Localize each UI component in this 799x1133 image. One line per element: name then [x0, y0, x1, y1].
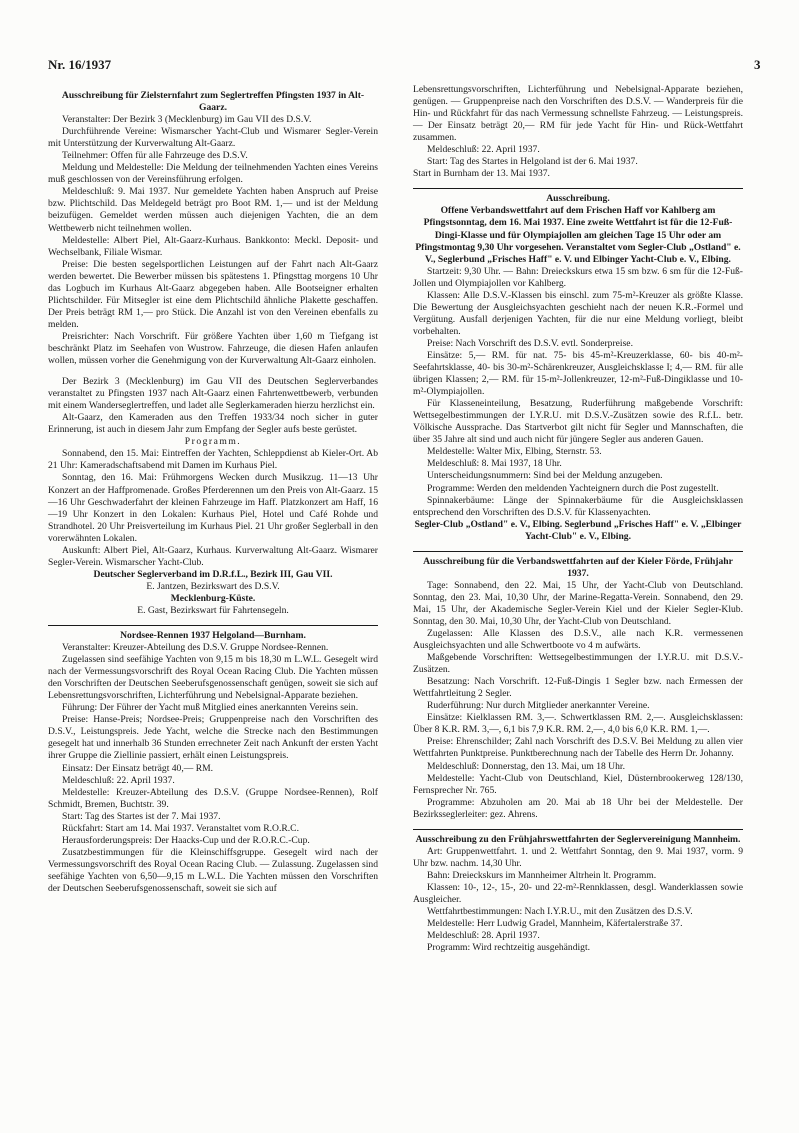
left-column: [48, 90, 378, 895]
section-divider: [413, 551, 743, 552]
paragraph: Einsatz: Der Einsatz beträgt 40,— RM.: [62, 762, 214, 774]
paragraph: Meldeschluß: 9. Mai 1937. Nur gemeldete Yachten haben Anspruch auf Preise bzw. Plichtschild. Das Meldegeld beträgt pro Boot RM. 1,— und ist der Meldung beizufügen. Gemeldet werden müssen auch diejenigen Yachten, die an dem Wettbewerb nicht teilnehmen wollen.: [48, 186, 378, 234]
paragraph: Ruderführung: Nur durch Mitglieder anerkannter Vereine.: [427, 700, 650, 712]
section-divider: [413, 829, 743, 830]
paragraph: Start in Burnham der 13. Mai 1937.: [413, 168, 550, 180]
paragraph: Start: Tag des Startes ist der 7. Mai 1937.: [62, 810, 221, 822]
paragraph: Veranstalter: Kreuzer-Abteilung des D.S.V. Gruppe Nordsee-Rennen.: [62, 642, 329, 654]
section-divider: [48, 625, 378, 626]
paragraph: Meldeschluß: 28. April 1937.: [427, 930, 540, 942]
issue-number: Nr. 16/1937: [48, 57, 112, 72]
paragraph: Klassen: 10-, 12-, 15-, 20- und 22-m²-Rennklassen, desgl. Wanderklassen sowie Ausgleicher.: [413, 881, 743, 905]
paragraph: Meldestelle: Herr Ludwig Gradel, Mannheim, Käfertalerstraße 37.: [427, 918, 683, 930]
paragraph: Bahn: Dreieckskurs im Mannheimer Altrhein lt. Programm.: [427, 869, 657, 881]
paragraph: Zugelassen sind seefähige Yachten von 9,15 m bis 18,30 m L.W.L. Gesegelt wird nach der Vermessungsvorschrift des Royal Ocean Racing Club. Die Yachten müssen den Vorschriften der Deutschen Seeberufsgenossenschaft genügen, soweit sie sich auf Lebensrettungsvorschriften, Lichterführung und Nebelsignal-Apparate beziehen.: [48, 654, 378, 702]
section-title: Ausschreibung für die Verbandswettfahrten auf der Kieler Förde, Frühjahr 1937.: [423, 555, 733, 579]
section-title: Ausschreibung zu den Frühjahrswettfahrten der Seglervereinigung Mannheim.: [415, 833, 741, 845]
paragraph-continued: Lebensrettungsvorschriften, Lichterführung und Nebelsignal-Apparate beziehen, genügen. — Gruppenpreise nach den Vorschriften des D.S.V. — Wanderpreis für die Hin- und Rückfahrt für das nach Vermessung schnellste Fahrzeug. — Leistungspreis. — Der Einsatz beträgt 20,— RM für jede Yacht für Hin- und Rück-Wettfahrt zusammen.: [413, 84, 743, 144]
paragraph: Durchführende Vereine: Wismarscher Yacht-Club und Wismarer Segler-Verein mit Unterstützung der Kurverwaltung Alt-Gaarz.: [48, 126, 378, 150]
paragraph: Meldung und Meldestelle: Die Meldung der teilnehmenden Yachten eines Vereins muß geschlossen von der Vereinsführung erfolgen.: [48, 162, 378, 186]
paragraph: Maßgebende Vorschriften: Wettsegelbestimmungen der I.Y.R.U. mit D.S.V.-Zusätzen.: [413, 652, 743, 676]
paragraph: Einsätze: 5,— RM. für nat. 75- bis 45-m²-Kreuzerklasse, 60- bis 40-m²-Seefahrtsklasse, 40- bis 30-m²-Schärenkreuzer, Ausgleichsklasse I; 4,— RM. für alle übrigen Klassen; 2,— RM. für 15-m²-Jollenkreuzer, 12-m²-Fuß-Dingiklasse und 10-m²-Olympiajollen.: [413, 349, 743, 398]
section-divider: [413, 188, 743, 189]
paragraph: Tage: Sonnabend, den 22. Mai, 15 Uhr, der Yacht-Club von Deutschland. Sonntag, den 23. Mai, 10,30 Uhr, der Marine-Regatta-Verein. Sonnabend, den 29. Mai, 15 Uhr, der Akademische Segler-Verein Kiel und der Kieler Segler-Klub. Sonntag, den 30. Mai, 10,30 Uhr, der Yacht-Club von Deutschland.: [413, 579, 743, 627]
paragraph: Auskunft: Albert Piel, Alt-Gaarz, Kurhaus. Kurverwaltung Alt-Gaarz. Wismarer Segler-Verein. Wismarscher Yacht-Club.: [48, 544, 378, 568]
paragraph: Meldeschluß: 22. April 1937.: [62, 774, 175, 786]
paragraph: Der Bezirk 3 (Mecklenburg) im Gau VII des Deutschen Seglerverbandes veranstaltet zu Pfingsten 1937 nach Alt-Gaarz einen Fahrtenwettbewerb, verbunden mit einem Wanderseglertreffen, und ladet alle Seglerkameraden hierzu herzlichst ein.: [48, 376, 378, 412]
paragraph: Spinnakerbäume: Länge der Spinnakerbäume für die Ausgleichsklassen entsprechend den Vorschriften des D.S.V. für Klassenyachten.: [413, 494, 743, 518]
paragraph: Meldestelle: Kreuzer-Abteilung des D.S.V. (Gruppe Nordsee-Rennen), Rolf Schmidt, Bremen, Buchtstr. 39.: [48, 786, 378, 810]
paragraph: Einsätze: Kielklassen RM. 3,—. Schwertklassen RM. 2,—. Ausgleichsklassen: Über 8 K.R. RM. 3,—, 6,1 bis 7,9 K.R. RM. 2,—, 4,0 bis 6,0 K.R. RM. 1,—.: [413, 712, 743, 736]
paragraph: Rückfahrt: Start am 14. Mai 1937. Veranstaltet vom R.O.R.C.: [62, 822, 299, 834]
paragraph: Programm: Wird rechtzeitig ausgehändigt.: [427, 942, 591, 954]
right-column: [413, 84, 743, 954]
section-title: Ausschreibung.: [546, 193, 610, 205]
paragraph: Teilnehmer: Offen für alle Fahrzeuge des D.S.V.: [62, 150, 248, 162]
paragraph: Zusatzbestimmungen für die Kleinschiffsgruppe. Gesegelt wird nach der Vermessungsvorschrift des Royal Ocean Racing Club. — Zulassung. Zugelassen sind seefähige Yachten von 6,50—9,15 m L.W.L. Die Yachten müssen den Vorschriften der Deutschen Seeberufsgenossenschaft, soweit sie sich auf: [48, 846, 378, 894]
signature-name: E. Jantzen, Bezirkswart des D.S.V.: [146, 580, 280, 592]
paragraph: Herausforderungspreis: Der Haacks-Cup und der R.O.R.C.-Cup.: [62, 834, 310, 846]
paragraph: Besatzung: Nach Vorschrift. 12-Fuß-Dingis 1 Segler bzw. nach Ermessen der Wettfahrtleitung 2 Segler.: [413, 676, 743, 700]
paragraph: Preise: Hanse-Preis; Nordsee-Preis; Gruppenpreise nach den Vorschriften des D.S.V., Leistungspreis. Jede Yacht, welche die Strecke nach den Bestimmungen gesegelt hat und innerhalb 36 Stunden errechneter Zeit nach Ankunft der ersten Yacht ihrer Gruppe die Ziellinie passiert, erhält einen Leistungspreis.: [48, 714, 378, 762]
signature-org: Segler-Club „Ostland" e. V., Elbing. Seglerbund „Frisches Haff" e. V. „Elbinger Yacht-Club" e. V., Elbing.: [414, 518, 742, 542]
paragraph: Preise: Ehrenschilder; Zahl nach Vorschrift des D.S.V. Bei Meldung zu allen vier Wettfahrten Punktpreise. Punktberechnung nach der Tabelle des Herrn Dr. Johanny.: [413, 736, 743, 760]
paragraph: Preisrichter: Nach Vorschrift. Für größere Yachten über 1,60 m Tiefgang ist beschränkt Platz im Seehafen von Wustrow. Fahrzeuge, die diesen Hafen anlaufen wollen, müssen vorher die Genehmigung von der Kurverwaltung Alt-Gaarz einholen.: [48, 330, 378, 367]
paragraph: Sonnabend, den 15. Mai: Eintreffen der Yachten, Schleppdienst ab Kieler-Ort. Ab 21 Uhr: Kameradschaftsabend mit Damen im Kurhaus Piel.: [48, 448, 378, 472]
paragraph: Für Klasseneinteilung, Besatzung, Ruderführung maßgebende Vorschrift: Wettsegelbestimmungen der I.Y.R.U. mit D.S.V.-Zusätzen sowie des R.f.L. betr. Völkische Aussprache. Das Startverbot gilt nicht für Segler und Mannschaften, die über 35 Jahre alt sind und auch nicht für jüngere Segler aus anderen Gauen.: [413, 398, 743, 446]
paragraph: Meldestelle: Albert Piel, Alt-Gaarz-Kurhaus. Bankkonto: Meckl. Deposit- und Wechselbank, Filiale Wismar.: [48, 234, 378, 258]
section-lead: Offene Verbandswettfahrt auf dem Frischen Haff vor Kahlberg am Pfingstsonntag, dem 16. Mai 1937. Eine zweite Wettfahrt ist für die 12-Fuß-Dingi-Klasse und für Olympiajollen am gleichen Tage 15 Uhr oder am Pfingstmontag 9,30 Uhr vorgesehen. Veranstaltet vom Segler-Club „Ostland" e. V., Seglerbund „Frisches Haff" e. V. und Elbinger Yacht-Club e. V., Elbing.: [415, 205, 741, 265]
signature-region: Mecklenburg-Küste.: [170, 592, 256, 604]
paragraph: Sonntag, den 16. Mai: Frühmorgens Wecken durch Musikzug. 11—13 Uhr Konzert an der Haffpromenade. Großes Pferderennen um den Preis von Alt-Gaarz. 15—16 Uhr Geschwaderfahrt der kleinen Fahrzeuge im Haff. Platzkonzert am Haff, 16—19 Uhr Konzert in den Lokalen: Kurhaus Piel, Hotel und Café Rohde und Strandhotel. 20 Uhr Preisverteilung im Kurhaus Piel. 21 Uhr großer Seglerball in den vorerwähnten Lokalen.: [48, 472, 378, 544]
paragraph: Klassen: Alle D.S.V.-Klassen bis einschl. zum 75-m²-Kreuzer als größte Klasse. Die Bewertung der Ausgleichsyachten geschieht nach der neuen K.R.-Formel und Vergütung. Ausfall derjenigen Yachten, für die nur eine Meldung vorliegt, bleibt vorbehalten.: [413, 289, 743, 337]
signature-name: E. Gast, Bezirkswart für Fahrtensegeln.: [137, 604, 289, 616]
paragraph: Programme: Abzuholen am 20. Mai ab 18 Uhr bei der Meldestelle. Der Bezirksseglerleiter: gez. Ahrens.: [413, 796, 743, 820]
paragraph: Zugelassen: Alle Klassen des D.S.V., alle nach K.R. vermessenen Ausgleichsyachten und alle Schwertboote vo 4 m aufwärts.: [413, 628, 743, 652]
paragraph: Meldeschluß: 22. April 1937.: [427, 144, 540, 156]
page-number: 3: [754, 57, 761, 72]
paragraph: Wettfahrtbestimmungen: Nach I.Y.R.U., mit den Zusätzen des D.S.V.: [427, 906, 693, 918]
paragraph: Startzeit: 9,30 Uhr. — Bahn: Dreieckskurs etwa 15 sm bzw. 6 sm für die 12-Fuß-Jollen und Olympiajollen vor Kahlberg.: [413, 265, 743, 289]
section-title: Ausschreibung für Zielsternfahrt zum Seglertreffen Pfingsten 1937 in Alt-Gaarz.: [61, 90, 365, 114]
program-heading: Programm.: [184, 436, 242, 448]
paragraph: Preise: Nach Vorschrift des D.S.V. evtl. Sonderpreise.: [427, 337, 633, 349]
paragraph: Meldeschluß: 8. Mai 1937, 18 Uhr.: [427, 458, 562, 470]
signature-org: Deutscher Seglerverband im D.R.f.L., Bezirk III, Gau VII.: [93, 568, 333, 580]
paragraph: Programme: Werden den meldenden Yachteignern durch die Post zugestellt.: [427, 482, 719, 494]
paragraph: Art: Gruppenwettfahrt. 1. und 2. Wettfahrt Sonntag, den 9. Mai 1937, vorm. 9 Uhr bzw. nachm. 14,30 Uhr.: [413, 845, 743, 869]
paragraph: Führung: Der Führer der Yacht muß Mitglied eines anerkannten Vereins sein.: [62, 702, 359, 714]
paragraph: Meldeschluß: Donnerstag, den 13. Mai, um 18 Uhr.: [427, 760, 625, 772]
paragraph: Meldestelle: Walter Mix, Elbing, Sternstr. 53.: [427, 446, 602, 458]
paragraph: Unterscheidungsnummern: Sind bei der Meldung anzugeben.: [427, 470, 663, 482]
section-title: Nordsee-Rennen 1937 Helgoland—Burnham.: [120, 630, 306, 642]
paragraph: Preise: Die besten segelsportlichen Leistungen auf der Fahrt nach Alt-Gaarz werden bewertet. Die Bewerber müssen bis spätestens 1. Pfingsttag morgens 10 Uhr das Logbuch im Kurhaus Alt-Gaarz abgegeben haben. Alle Bootseigner erhalten Plichtschilder. Für Mitsegler ist eine dem Plichtschild ähnliche Plakette geschaffen. Der Preis beträgt RM 1,— pro Stück. Die Anzahl ist von den Vereinen ebenfalls zu melden.: [48, 258, 378, 330]
paragraph: Meldestelle: Yacht-Club von Deutschland, Kiel, Düsternbrookerweg 128/130, Fernsprecher Nr. 765.: [413, 772, 743, 796]
paragraph: Veranstalter: Der Bezirk 3 (Mecklenburg) im Gau VII des D.S.V.: [62, 114, 312, 126]
paragraph: Start: Tag des Startes in Helgoland ist der 6. Mai 1937.: [427, 156, 638, 168]
paragraph: Alt-Gaarz, den Kameraden aus den Treffen 1933/34 noch sicher in guter Erinnerung, ist auch in diesem Jahr zum Empfang der Segler aufs beste gerüstet.: [48, 412, 378, 436]
